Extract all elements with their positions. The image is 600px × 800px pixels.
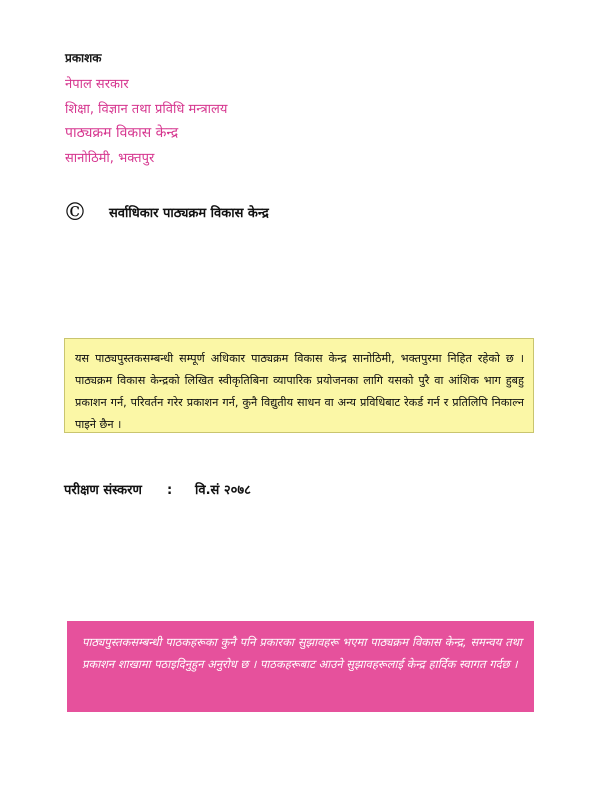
publisher-address: सानोठिमी, भक्तपुर	[65, 151, 155, 166]
edition-separator: :	[167, 483, 173, 498]
edition-label: परीक्षण संस्करण	[64, 483, 142, 498]
edition-value: वि.सं २०७८	[195, 483, 251, 498]
publisher-curriculum-center: पाठ्यक्रम विकास केन्द्र	[65, 125, 179, 141]
publisher-label: प्रकाशक	[65, 51, 102, 65]
rights-notice-text: यस पाठ्यपुस्तकसम्बन्धी सम्पूर्ण अधिकार पाठ्यक्रम विकास केन्द्र सानोठिमी, भक्तपुरमा निहित रहेको छ । पाठ्यक्रम विकास केन्द्रको लिखित स्वीकृतिबिना व्यापारिक प्रयोजनका लागि यसको पुरै वा आंशिक भाग हुबहु प्रकाशन गर्न, परिवर्तन गरेर प्रकाशन गर्न, कुनै विद्युतीय साधन वा अन्य प्रविधिबाट रेकर्ड गर्न र प्रतिलिपि निकाल्न पाइने छैन ।	[75, 352, 524, 431]
feedback-request-box	[67, 621, 534, 712]
copyright-text: सर्वाधिकार पाठ्यक्रम विकास केन्द्र	[109, 206, 269, 221]
rights-notice-box	[64, 338, 534, 433]
publisher-ministry: शिक्षा, विज्ञान तथा प्रविधि मन्त्रालय	[65, 102, 228, 117]
copyright-line	[63, 200, 269, 224]
copyright-icon: ©	[63, 198, 87, 226]
edition-line	[64, 480, 251, 498]
publisher-government: नेपाल सरकार	[65, 77, 129, 92]
feedback-request-text: पाठ्यपुस्तकसम्बन्धी पाठकहरूका कुनै पनि प्रकारका सुझावहरू भएमा पाठ्यक्रम विकास केन्द्र, समन्वय तथा प्रकाशन शाखामा पठाइदिनुहुन अनुरोध छ । पाठकहरूबाट आउने सुझावहरूलाई केन्द्र हार्दिक स्वागत गर्दछ ।	[82, 635, 522, 671]
